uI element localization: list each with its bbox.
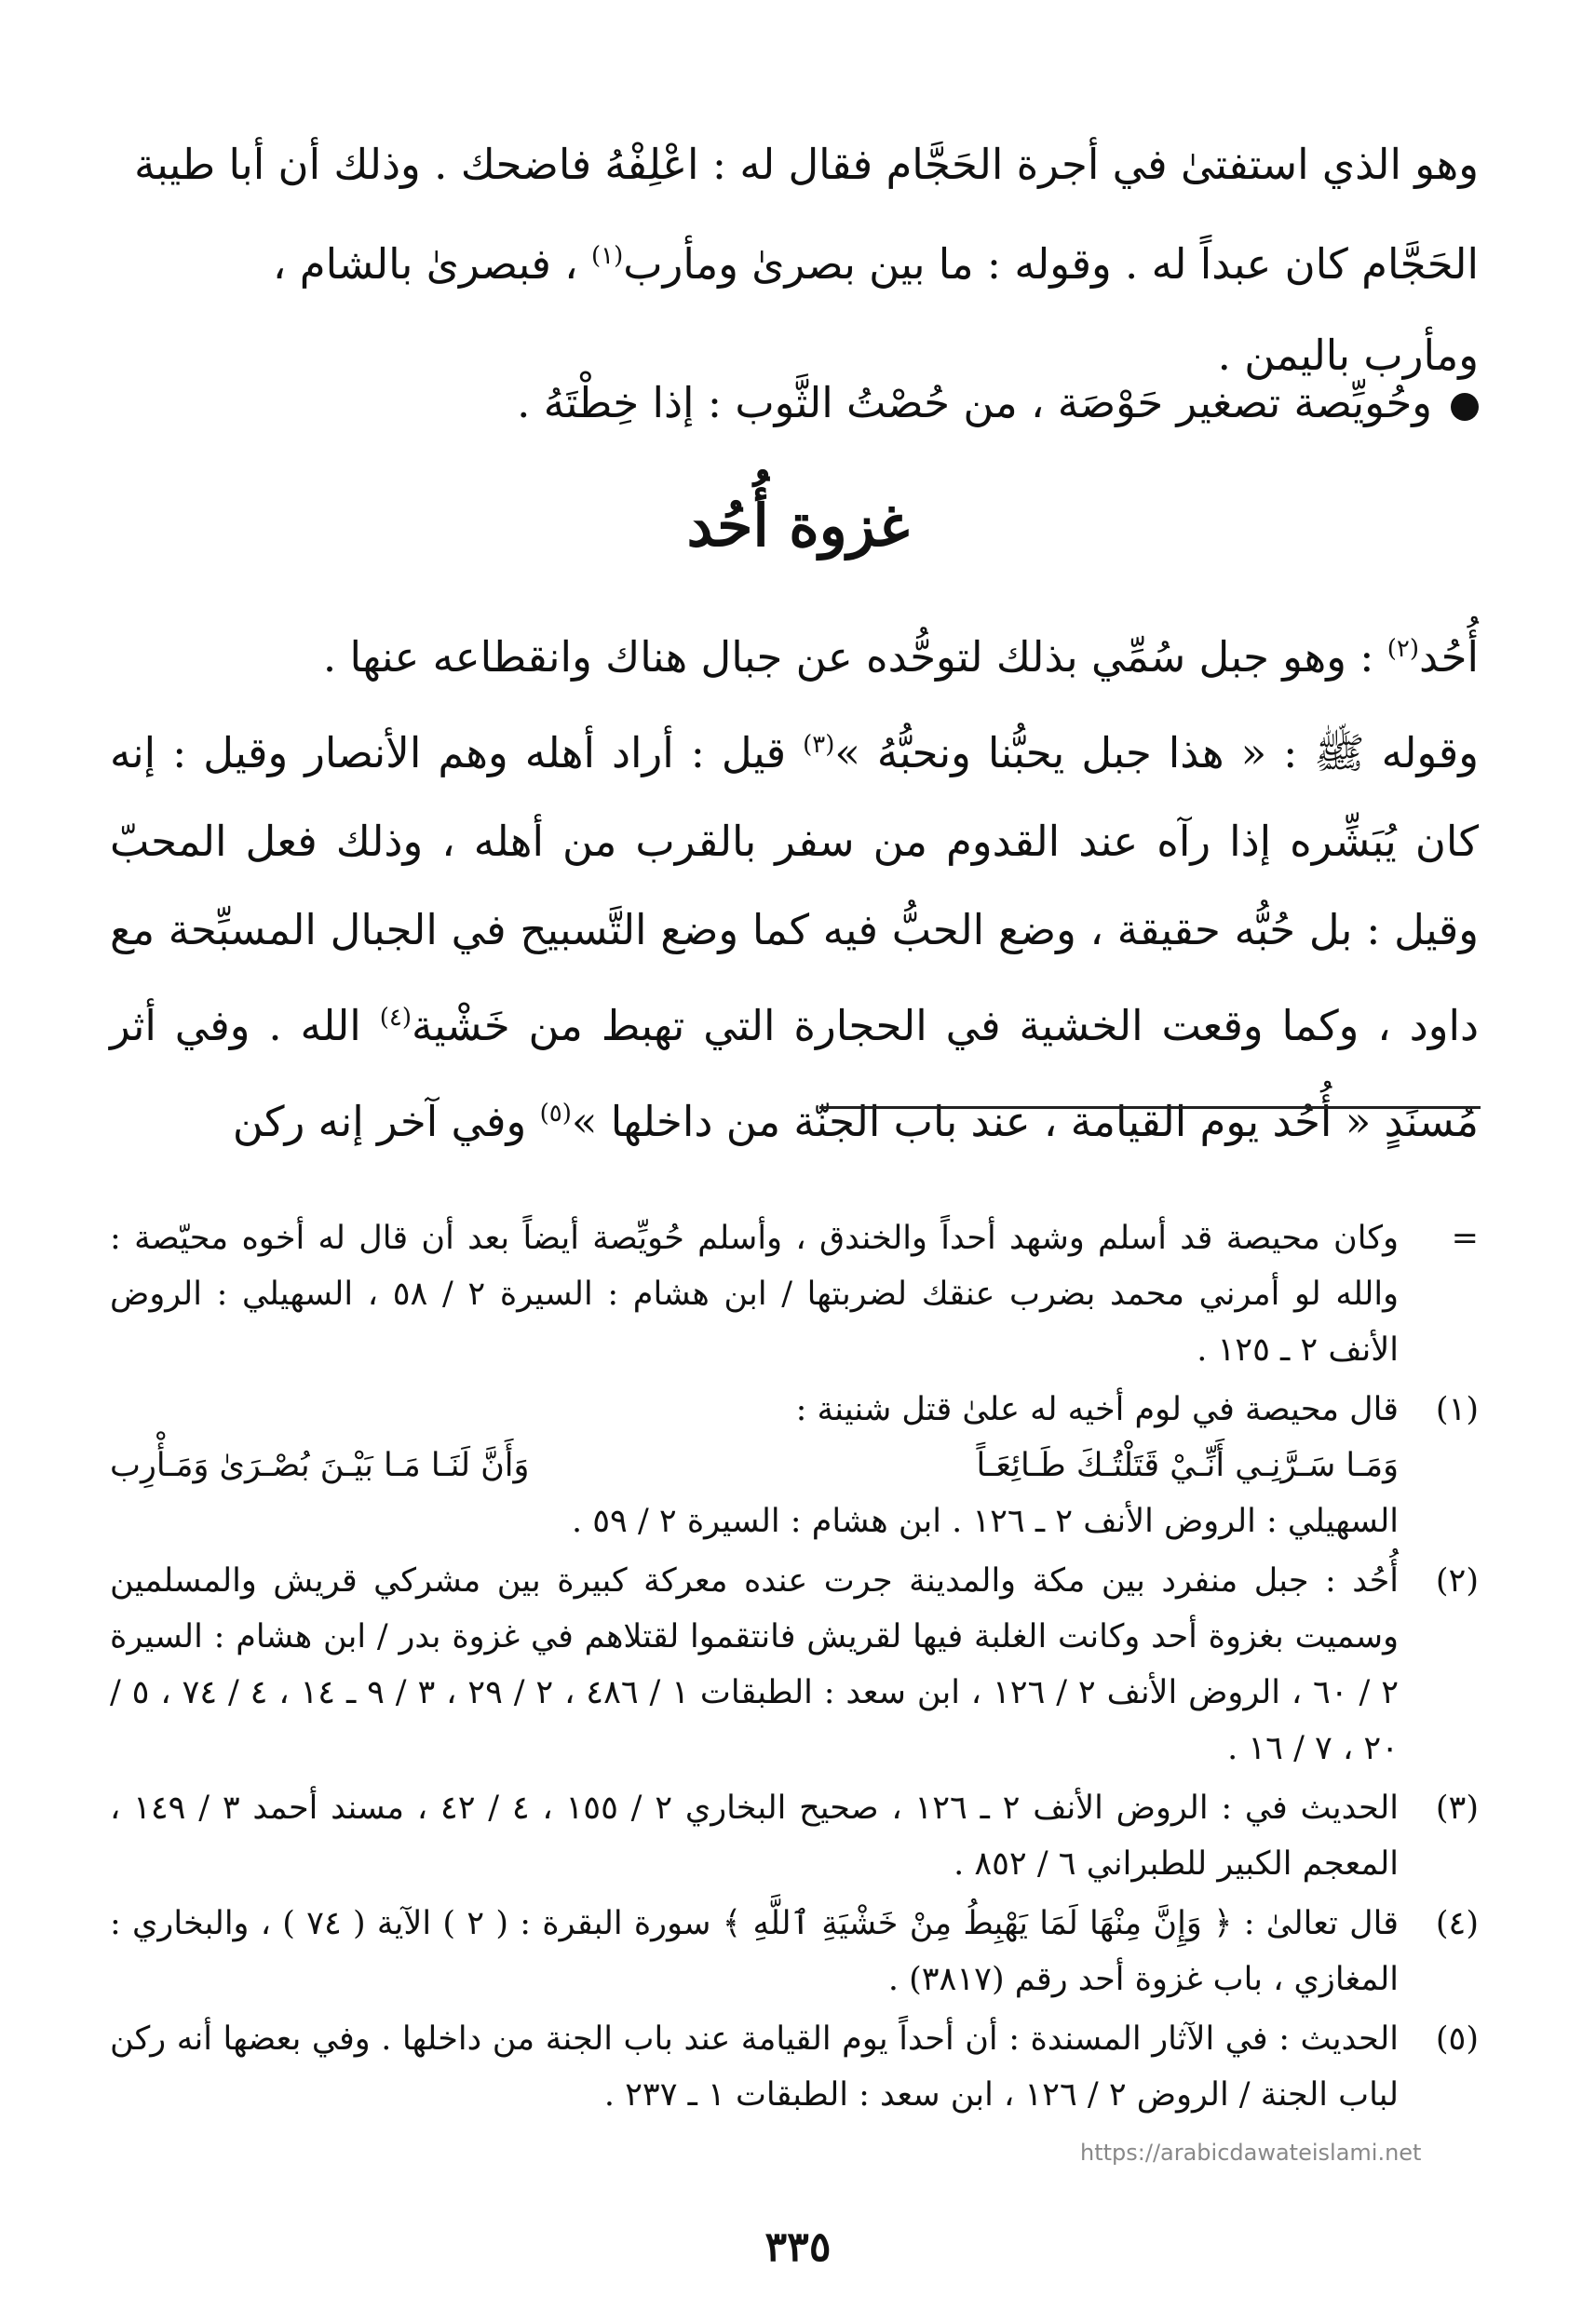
footnote-text: وكان محيصة قد أسلم وشهد أحداً والخندق ، وأسلم حُويِّصة أيضاً بعد أن قال له أخوه محيّصة : والله لو أمرني محمد بضرب عنقك لضربتها / ابن هشام : السيرة ٢ / ٥٨ ، السهيلي : الروض الأنف ٢ ـ ١٢٥ . — [110, 1220, 1399, 1369]
footnote-marker: (٤) — [1435, 1905, 1479, 1942]
top-line-1: وهو الذي استفتىٰ في أجرة الحَجَّام فقال له : اعْلِفْهُ فاضحك . وذلك أن أبا طيبة — [134, 140, 1479, 189]
footnote-text: الحديث : في الآثار المسندة : أن أحداً يوم القيامة عند باب الجنة من داخلها . وفي بعضها أنه ركن لباب الجنة / الروض ٢ / ١٢٦ ، ابن سعد : الطبقات ١ ـ ٢٣٧ . — [110, 2020, 1399, 2114]
footnote-2 — [110, 1553, 1479, 1777]
footnote-ref-4[interactable]: (٤) — [379, 1004, 412, 1032]
footnote-separator — [819, 1106, 1481, 1109]
top-line-2-text: الحَجَّام كان عبداً له . وقوله : ما بين بصرىٰ ومأرب — [623, 239, 1479, 289]
footnote-ref-3[interactable]: (٣) — [803, 731, 835, 759]
body-paragraph-2-text: قيل : أراد أهله وهم الأنصار وقيل : إنه كان يُبَشِّره إذا رآه عند القدوم من سفر بالقرب من أهله ، وذلك فعل المحبّ وقيل : بل حُبُّه حقيقة ، وضع الحبُّ فيه كما وضع التَّسبيح في الجبال المسبِّحة مع داود ، وكما وقعت الخشية في الحجارة التي تهبط من خَشْية — [110, 728, 1479, 1050]
footnote-ref-5[interactable]: (٥) — [539, 1100, 572, 1128]
body-text — [110, 605, 1479, 1166]
poem-hemistich-right: وَمَـا سَـرَّنِـي أَنِّـيْ قَتَلْتُـكَ طَـائِعَـاً — [976, 1447, 1399, 1484]
top-paragraph — [110, 119, 1479, 401]
bullet-paragraph — [110, 371, 1479, 436]
footnote-source: السهيلي : الروض الأنف ٢ ـ ١٢٦ . ابن هشام : السيرة ٢ / ٥٩ . — [571, 1503, 1399, 1540]
footnote-ref-1[interactable]: (١) — [591, 242, 624, 270]
section-heading: غزوة أُحُد — [686, 492, 910, 560]
footnote-ref-2[interactable]: (٢) — [1386, 635, 1420, 663]
top-line-2 — [110, 210, 1479, 310]
footnote-marker: (٢) — [1435, 1562, 1479, 1600]
footnote-text: قال محيصة في لوم أخيه له علىٰ قتل شنينة : — [795, 1391, 1399, 1428]
page-number: ٣٣٥ — [764, 2223, 832, 2271]
bullet-text: وحُويِّصة تصغير حَوْصَة ، من حُصْتُ الثَّوب : إذا خِطْتَهُ . — [517, 378, 1432, 427]
footnote-body — [110, 1382, 1399, 1549]
footnote-marker: (٣) — [1435, 1790, 1479, 1827]
body-paragraph-1-text: : وهو جبل سُمِّي بذلك لتوحُّده عن جبال هناك وانقطاعه عنها . — [322, 632, 1387, 682]
poem-hemistich-left: وَأَنَّ لَنَـا مَـا بَيْـنَ بُصْـرَىٰ وَمَـأْرِب — [110, 1447, 530, 1484]
bullet-icon — [1451, 393, 1479, 421]
footnote-1 — [110, 1382, 1479, 1549]
footnote-text: أُحُد : جبل منفرد بين مكة والمدينة جرت عنده معركة كبيرة بين مشركي قريش والمسلمين وسميت بغزوة أحد وكانت الغلبة فيها لقريش فانتقموا لقتلاهم في غزوة بدر / ابن هشام : السيرة ٢ / ٦٠ ، الروض الأنف ٢ / ١٢٦ ، ابن سعد : الطبقات ١ / ٤٨٦ ، ٢ / ٢٩ ، ٣ / ٩ ـ ١٤ ، ٤ / ٧٤ ، ٥ / ٢٠ ، ٧ / ١٦ . — [110, 1562, 1399, 1767]
top-line-3: ومأرب باليمن . — [1217, 331, 1479, 380]
hadith-quote: وقوله ﷺ : « هذا جبل يحبُّنا ونحبُّهُ » — [834, 728, 1479, 777]
footnote-marker: (٥) — [1435, 2020, 1479, 2058]
footnote-5 — [110, 2011, 1479, 2123]
footnote-text: قال تعالىٰ : ﴿ وَإِنَّ مِنْهَا لَمَا يَهْبِطُ مِنْ خَشْيَةِ ٱللَّهِ ﴾ سورة البقرة : ( ٢ ) الآية ( ٧٤ ) ، والبخاري : المغازي ، باب غزوة أحد رقم (٣٨١٧) . — [110, 1905, 1399, 1998]
body-paragraph-1 — [110, 605, 1479, 701]
footnote-4 — [110, 1896, 1479, 2007]
footnote-continuation — [110, 1210, 1479, 1378]
footnote-marker: = — [1451, 1220, 1479, 1257]
footnote-text: الحديث في : الروض الأنف ٢ ـ ١٢٦ ، صحيح البخاري ٢ / ١٥٥ ، ٤ / ٤٢ ، مسند أحمد ٣ / ١٤٩ ، المعجم الكبير للطبراني ٦ / ٨٥٢ . — [110, 1790, 1400, 1883]
footnote-3 — [110, 1780, 1479, 1892]
watermark-url: https://arabicdawateislami.net — [1080, 2140, 1422, 2166]
body-paragraph-2 — [110, 701, 1479, 1166]
footnotes — [110, 1210, 1479, 2127]
top-line-2-tail: ، فبصرىٰ بالشام ، — [272, 239, 592, 289]
body-paragraph-2-text-c: وفي آخر إنه ركن — [232, 1097, 540, 1146]
uhud-term: أُحُد — [1419, 632, 1479, 682]
footnote-marker: (١) — [1435, 1391, 1479, 1428]
poem-verse — [110, 1438, 1399, 1493]
body-paragraph-2-text-b: الله . وفي أثر مُسنَدٍ « أُحُد يوم القيامة ، عند باب الجنّة من داخلها » — [110, 1001, 1479, 1146]
